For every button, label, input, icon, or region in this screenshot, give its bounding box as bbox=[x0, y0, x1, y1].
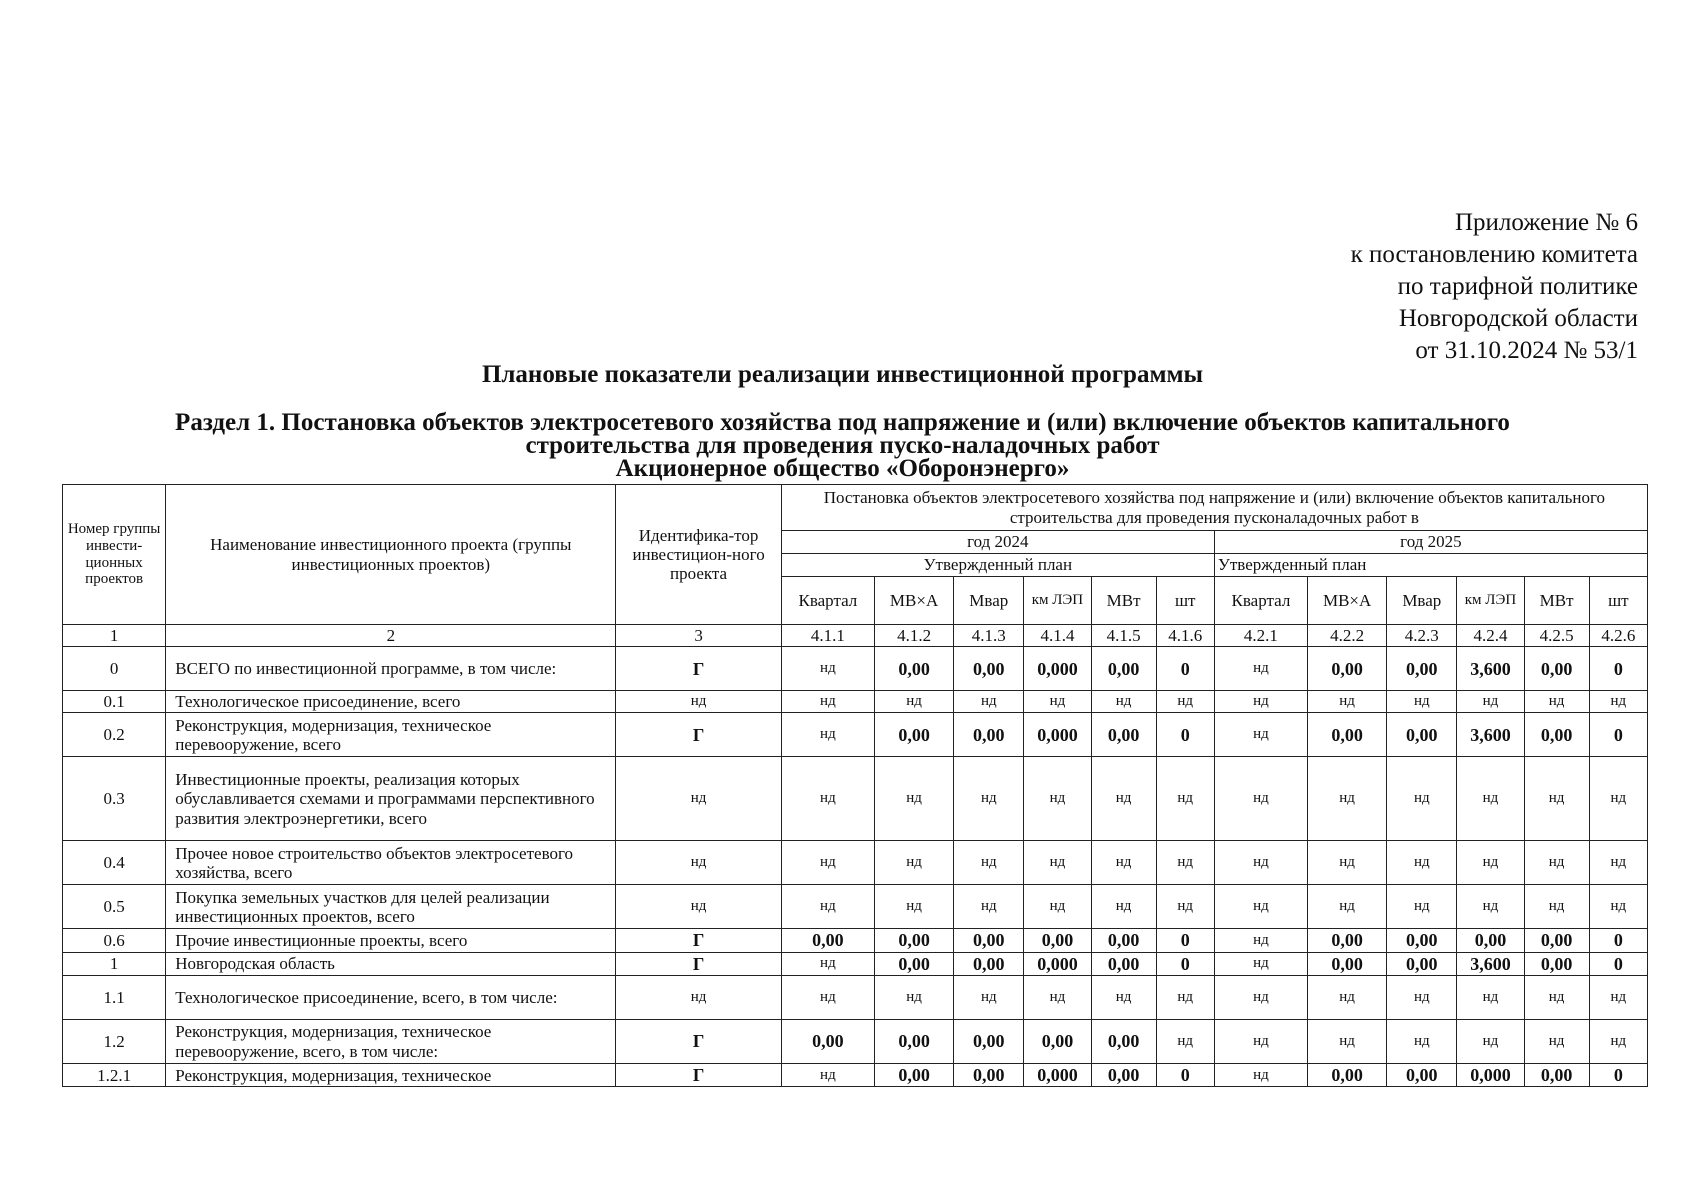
row-project-name: Реконструкция, модернизация, техническое перевооружение, всего, в том числе: bbox=[166, 1020, 616, 1064]
header-top-group: Постановка объектов электросетевого хозяйства под напряжение и (или) включение объектов капитального строительства для проведения пусконаладочных работ в bbox=[781, 485, 1647, 531]
row-value-cell: 0,00 bbox=[1387, 952, 1457, 975]
table-row bbox=[63, 647, 1648, 691]
row-group-number: 0.4 bbox=[63, 841, 166, 885]
row-value-cell: 0,00 bbox=[1091, 1064, 1156, 1087]
row-value-cell: 0,00 bbox=[1308, 1064, 1387, 1087]
row-project-id: Г bbox=[616, 713, 781, 757]
row-value-cell: нд bbox=[1589, 1020, 1647, 1064]
row-value-cell: 0,00 bbox=[1524, 929, 1589, 952]
row-value-cell: нд bbox=[875, 841, 954, 885]
row-value-cell: нд bbox=[1589, 841, 1647, 885]
row-value-cell: нд bbox=[1024, 757, 1091, 841]
row-value-cell: нд bbox=[1589, 757, 1647, 841]
header-column-number: 4.1.2 bbox=[875, 625, 954, 647]
row-value-cell: 0,00 bbox=[1308, 952, 1387, 975]
row-value-cell: нд bbox=[1214, 691, 1307, 713]
header-unit-cell: МВ×А bbox=[875, 577, 954, 625]
row-value-cell: нд bbox=[1387, 976, 1457, 1020]
row-value-cell: 0,00 bbox=[875, 952, 954, 975]
row-group-number: 0.5 bbox=[63, 885, 166, 929]
row-value-cell: 0,00 bbox=[1024, 929, 1091, 952]
row-project-id: Г bbox=[616, 1064, 781, 1087]
row-value-cell: 0,00 bbox=[1524, 952, 1589, 975]
row-project-id: нд bbox=[616, 757, 781, 841]
row-project-name: Инвестиционные проекты, реализация которых обуславливается схемами и программами перспективного развития электроэнергетики, всего bbox=[166, 757, 616, 841]
row-value-cell: нд bbox=[1457, 976, 1524, 1020]
row-value-cell: 3,600 bbox=[1457, 713, 1524, 757]
row-project-name: Прочие инвестиционные проекты, всего bbox=[166, 929, 616, 952]
row-value-cell: нд bbox=[1524, 976, 1589, 1020]
row-value-cell: нд bbox=[1308, 976, 1387, 1020]
row-value-cell: 0,00 bbox=[1524, 713, 1589, 757]
table-row bbox=[63, 976, 1648, 1020]
header-year-2024: год 2024 bbox=[781, 531, 1214, 554]
table-body bbox=[63, 647, 1648, 1087]
table-row bbox=[63, 841, 1648, 885]
row-value-cell: нд bbox=[1156, 1020, 1214, 1064]
header-unit-cell: МВт bbox=[1524, 577, 1589, 625]
header-group-number: Номер группы инвести-ционных проектов bbox=[63, 485, 166, 625]
table-row bbox=[63, 691, 1648, 713]
header-project-name: Наименование инвестиционного проекта (группы инвестиционных проектов) bbox=[166, 485, 616, 625]
header-project-id: Идентифика-тор инвестицион-ного проекта bbox=[616, 485, 781, 625]
header-unit-cell: Мвар bbox=[1387, 577, 1457, 625]
row-value-cell: 0,00 bbox=[1024, 1020, 1091, 1064]
row-value-cell: нд bbox=[781, 1064, 874, 1087]
header-unit-cell: км ЛЭП bbox=[1457, 577, 1524, 625]
row-value-cell: нд bbox=[1387, 885, 1457, 929]
row-value-cell: нд bbox=[1214, 885, 1307, 929]
table-row bbox=[63, 1020, 1648, 1064]
row-value-cell: 0,00 bbox=[781, 1020, 874, 1064]
row-value-cell: нд bbox=[1214, 1064, 1307, 1087]
row-value-cell: нд bbox=[1524, 1020, 1589, 1064]
row-value-cell: 0,000 bbox=[1024, 1064, 1091, 1087]
row-value-cell: 0,00 bbox=[1091, 952, 1156, 975]
row-value-cell: 0,000 bbox=[1024, 713, 1091, 757]
row-value-cell: нд bbox=[1024, 885, 1091, 929]
row-value-cell: 0 bbox=[1156, 647, 1214, 691]
header-plan-2024: Утвержденный план bbox=[781, 554, 1214, 577]
row-value-cell: нд bbox=[1457, 841, 1524, 885]
row-value-cell: нд bbox=[954, 885, 1024, 929]
row-value-cell: 0 bbox=[1156, 1064, 1214, 1087]
row-value-cell: 0,00 bbox=[1387, 647, 1457, 691]
row-project-id: Г bbox=[616, 929, 781, 952]
row-value-cell: 0 bbox=[1589, 952, 1647, 975]
row-value-cell: 0,00 bbox=[875, 1064, 954, 1087]
row-value-cell: нд bbox=[954, 976, 1024, 1020]
header-unit-cell: Мвар bbox=[954, 577, 1024, 625]
row-value-cell: нд bbox=[1091, 841, 1156, 885]
header-unit-cell: Квартал bbox=[1214, 577, 1307, 625]
row-value-cell: нд bbox=[1457, 757, 1524, 841]
row-value-cell: нд bbox=[1308, 885, 1387, 929]
header-column-number: 4.1.1 bbox=[781, 625, 874, 647]
row-value-cell: нд bbox=[1524, 841, 1589, 885]
row-value-cell: 0,00 bbox=[875, 713, 954, 757]
row-value-cell: нд bbox=[781, 757, 874, 841]
row-value-cell: нд bbox=[1091, 757, 1156, 841]
row-value-cell: 0 bbox=[1589, 1064, 1647, 1087]
row-value-cell: нд bbox=[1387, 1020, 1457, 1064]
row-group-number: 0.2 bbox=[63, 713, 166, 757]
row-value-cell: нд bbox=[1308, 1020, 1387, 1064]
row-value-cell: нд bbox=[1589, 885, 1647, 929]
appendix-line: от 31.10.2024 № 53/1 bbox=[1415, 337, 1638, 364]
row-value-cell: 0,00 bbox=[875, 1020, 954, 1064]
row-value-cell: нд bbox=[1214, 952, 1307, 975]
row-project-name: Реконструкция, модернизация, техническое перевооружение, всего bbox=[166, 713, 616, 757]
header-unit-cell: МВт bbox=[1091, 577, 1156, 625]
table-row bbox=[63, 952, 1648, 975]
row-value-cell: 0 bbox=[1156, 952, 1214, 975]
row-value-cell: нд bbox=[954, 691, 1024, 713]
row-group-number: 1 bbox=[63, 952, 166, 975]
row-value-cell: 0,00 bbox=[954, 1020, 1024, 1064]
row-project-name: Технологическое присоединение, всего bbox=[166, 691, 616, 713]
section-title bbox=[60, 411, 1625, 480]
header-column-number: 4.2.1 bbox=[1214, 625, 1307, 647]
row-value-cell: 0 bbox=[1589, 713, 1647, 757]
row-value-cell: нд bbox=[1214, 976, 1307, 1020]
table-row bbox=[63, 1064, 1648, 1087]
row-value-cell: 0,00 bbox=[1387, 713, 1457, 757]
row-value-cell: нд bbox=[1091, 976, 1156, 1020]
header-column-number: 4.1.6 bbox=[1156, 625, 1214, 647]
row-value-cell: нд bbox=[1589, 691, 1647, 713]
row-group-number: 0 bbox=[63, 647, 166, 691]
row-value-cell: нд bbox=[875, 757, 954, 841]
row-value-cell: нд bbox=[1156, 885, 1214, 929]
row-value-cell: 0,00 bbox=[954, 929, 1024, 952]
row-value-cell: нд bbox=[1091, 691, 1156, 713]
row-value-cell: 0,000 bbox=[1457, 1064, 1524, 1087]
row-value-cell: нд bbox=[781, 841, 874, 885]
row-value-cell: нд bbox=[1214, 1020, 1307, 1064]
row-value-cell: нд bbox=[781, 647, 874, 691]
row-value-cell: нд bbox=[1024, 841, 1091, 885]
row-group-number: 1.2.1 bbox=[63, 1064, 166, 1087]
row-value-cell: 0,00 bbox=[1524, 647, 1589, 691]
header-unit-cell: км ЛЭП bbox=[1024, 577, 1091, 625]
header-column-number: 4.1.3 bbox=[954, 625, 1024, 647]
row-value-cell: нд bbox=[1214, 929, 1307, 952]
row-value-cell: нд bbox=[1387, 757, 1457, 841]
header-column-number: 4.2.3 bbox=[1387, 625, 1457, 647]
investment-table bbox=[62, 484, 1648, 1087]
table-row bbox=[63, 885, 1648, 929]
header-column-number: 4.2.6 bbox=[1589, 625, 1647, 647]
header-column-number: 4.2.2 bbox=[1308, 625, 1387, 647]
row-value-cell: 0,00 bbox=[954, 1064, 1024, 1087]
row-value-cell: нд bbox=[954, 757, 1024, 841]
header-unit-cell: шт bbox=[1156, 577, 1214, 625]
row-value-cell: нд bbox=[1589, 976, 1647, 1020]
row-value-cell: нд bbox=[781, 691, 874, 713]
table-header bbox=[63, 485, 1648, 647]
row-value-cell: нд bbox=[1214, 713, 1307, 757]
row-value-cell: 0,00 bbox=[1524, 1064, 1589, 1087]
row-group-number: 0.6 bbox=[63, 929, 166, 952]
row-value-cell: 0,00 bbox=[1091, 929, 1156, 952]
header-column-number: 3 bbox=[616, 625, 781, 647]
row-value-cell: нд bbox=[1524, 691, 1589, 713]
header-column-number: 4.1.4 bbox=[1024, 625, 1091, 647]
row-value-cell: нд bbox=[1308, 691, 1387, 713]
row-group-number: 0.1 bbox=[63, 691, 166, 713]
row-project-name: Прочее новое строительство объектов электросетевого хозяйства, всего bbox=[166, 841, 616, 885]
row-value-cell: 0,00 bbox=[1387, 929, 1457, 952]
row-value-cell: 0,00 bbox=[954, 713, 1024, 757]
row-value-cell: нд bbox=[1457, 691, 1524, 713]
row-value-cell: нд bbox=[1308, 841, 1387, 885]
appendix-line: по тарифной политике bbox=[1397, 273, 1638, 300]
row-value-cell: 0 bbox=[1589, 929, 1647, 952]
row-value-cell: нд bbox=[781, 885, 874, 929]
row-value-cell: 3,600 bbox=[1457, 647, 1524, 691]
row-value-cell: нд bbox=[1457, 885, 1524, 929]
header-column-number: 2 bbox=[166, 625, 616, 647]
row-value-cell: нд bbox=[1091, 885, 1156, 929]
row-value-cell: нд bbox=[1024, 976, 1091, 1020]
appendix-block bbox=[1351, 207, 1638, 367]
row-value-cell: 0,00 bbox=[1308, 929, 1387, 952]
row-value-cell: нд bbox=[1387, 841, 1457, 885]
row-value-cell: 0,00 bbox=[954, 952, 1024, 975]
row-group-number: 1.2 bbox=[63, 1020, 166, 1064]
section-title-line: строительства для проведения пуско-наладочных работ bbox=[525, 432, 1160, 459]
row-value-cell: нд bbox=[954, 841, 1024, 885]
row-project-id: нд bbox=[616, 841, 781, 885]
row-value-cell: 0,00 bbox=[954, 647, 1024, 691]
header-numbering-row bbox=[63, 625, 1648, 647]
row-value-cell: нд bbox=[781, 976, 874, 1020]
row-value-cell: нд bbox=[1308, 757, 1387, 841]
section-title-line: Раздел 1. Постановка объектов электросетевого хозяйства под напряжение и (или) включение объектов капитального bbox=[175, 409, 1510, 436]
row-value-cell: 0,00 bbox=[875, 929, 954, 952]
row-value-cell: нд bbox=[1156, 841, 1214, 885]
row-project-id: Г bbox=[616, 647, 781, 691]
row-project-id: нд bbox=[616, 691, 781, 713]
row-group-number: 1.1 bbox=[63, 976, 166, 1020]
row-value-cell: нд bbox=[1024, 691, 1091, 713]
row-value-cell: 0,00 bbox=[1387, 1064, 1457, 1087]
row-value-cell: 0,00 bbox=[1308, 713, 1387, 757]
row-value-cell: 0,00 bbox=[1457, 929, 1524, 952]
row-value-cell: 0 bbox=[1156, 929, 1214, 952]
row-project-id: Г bbox=[616, 952, 781, 975]
header-column-number: 4.2.5 bbox=[1524, 625, 1589, 647]
row-project-name: Технологическое присоединение, всего, в том числе: bbox=[166, 976, 616, 1020]
row-project-name: Покупка земельных участков для целей реализации инвестиционных проектов, всего bbox=[166, 885, 616, 929]
row-value-cell: 0,00 bbox=[1308, 647, 1387, 691]
row-value-cell: 0,000 bbox=[1024, 952, 1091, 975]
row-value-cell: 0,000 bbox=[1024, 647, 1091, 691]
header-unit-cell: шт bbox=[1589, 577, 1647, 625]
document-title: Плановые показатели реализации инвестиционной программы bbox=[481, 361, 1204, 388]
header-unit-cell: МВ×А bbox=[1308, 577, 1387, 625]
header-column-number: 1 bbox=[63, 625, 166, 647]
header-year-2025: год 2025 bbox=[1214, 531, 1647, 554]
row-project-name: Новгородская область bbox=[166, 952, 616, 975]
row-project-id: Г bbox=[616, 1020, 781, 1064]
row-value-cell: нд bbox=[1214, 757, 1307, 841]
row-value-cell: нд bbox=[781, 713, 874, 757]
row-value-cell: нд bbox=[875, 691, 954, 713]
row-group-number: 0.3 bbox=[63, 757, 166, 841]
header-column-number: 4.2.4 bbox=[1457, 625, 1524, 647]
row-value-cell: 0,00 bbox=[875, 647, 954, 691]
row-value-cell: нд bbox=[781, 952, 874, 975]
row-value-cell: нд bbox=[1214, 841, 1307, 885]
row-value-cell: нд bbox=[1524, 757, 1589, 841]
row-value-cell: нд bbox=[1156, 691, 1214, 713]
row-project-name: ВСЕГО по инвестиционной программе, в том числе: bbox=[166, 647, 616, 691]
organization-name: Акционерное общество «Оборонэнерго» bbox=[615, 455, 1070, 482]
row-value-cell: нд bbox=[1457, 1020, 1524, 1064]
header-column-number: 4.1.5 bbox=[1091, 625, 1156, 647]
row-value-cell: нд bbox=[1214, 647, 1307, 691]
table-row bbox=[63, 929, 1648, 952]
table-row bbox=[63, 713, 1648, 757]
row-value-cell: 0 bbox=[1589, 647, 1647, 691]
row-value-cell: нд bbox=[875, 885, 954, 929]
row-value-cell: 0 bbox=[1156, 713, 1214, 757]
row-value-cell: 3,600 bbox=[1457, 952, 1524, 975]
table-row bbox=[63, 757, 1648, 841]
row-value-cell: 0,00 bbox=[781, 929, 874, 952]
row-project-name: Реконструкция, модернизация, техническое bbox=[166, 1064, 616, 1087]
row-value-cell: нд bbox=[875, 976, 954, 1020]
row-value-cell: нд bbox=[1387, 691, 1457, 713]
row-value-cell: 0,00 bbox=[1091, 647, 1156, 691]
row-value-cell: нд bbox=[1156, 757, 1214, 841]
appendix-line: Приложение № 6 bbox=[1454, 209, 1638, 236]
appendix-line: к постановлению комитета bbox=[1350, 241, 1638, 268]
row-project-id: нд bbox=[616, 976, 781, 1020]
row-value-cell: нд bbox=[1156, 976, 1214, 1020]
header-plan-2025: Утвержденный план bbox=[1214, 554, 1647, 577]
row-value-cell: 0,00 bbox=[1091, 1020, 1156, 1064]
row-value-cell: нд bbox=[1524, 885, 1589, 929]
row-project-id: нд bbox=[616, 885, 781, 929]
header-unit-cell: Квартал bbox=[781, 577, 874, 625]
appendix-line: Новгородской области bbox=[1398, 305, 1638, 332]
row-value-cell: 0,00 bbox=[1091, 713, 1156, 757]
